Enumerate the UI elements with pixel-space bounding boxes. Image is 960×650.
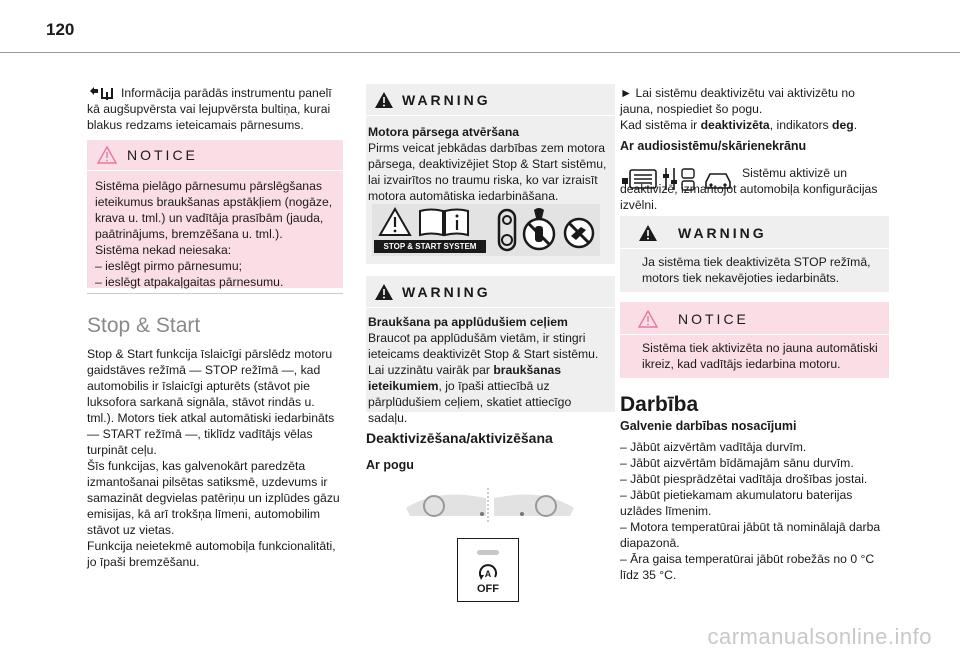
no-hand-icon [522,206,556,254]
warning-body: Pirms veicat jebkādas darbības zem motora pārsega, deaktivizējiet Stop & Start sistēmu, lai izvairītos no traumu riska, ko var izraisīt motora automātiska iedarbināšana. [368,141,607,203]
stop-start-body: Stop & Start funkcija īslaicīgi pārslēdz motoru gaidstāves režīmā — STOP režīmā —, kad automobilis ir īslaicīgi apturēts (stāvot pie luksofora sarkanā signāla, stāvot rindās u. tml.). Motors tiek atkal automātiski iedarbināts — START režīmā —, tiklīdz vadītājs vēlas turpināt ceļu. Šīs funkcijas, kas galvenokārt paredzēta izmantošanai pilsētas satiksmē, uzdevums ir samazināt degvielas patēriņu un izplūdes gāzu emisijas, kā arī trokšņa līmeni, automobilim stāvot uz vietas. Funkcija neietekmē automobiļa funkcionalitāti, jo īpaši bremzēšanu. [87,347,340,569]
stop-start-heading: Stop & Start [87,314,201,337]
warning-body: Ja sistēma tiek deaktivizēta STOP režīmā, motors tiek nekavējoties iedarbināts. [642,255,871,285]
caution-triangle-icon [97,146,117,169]
warning-heading: Braukšana pa applūdušiem ceļiem [368,315,568,329]
warning-triangle-icon [374,283,394,306]
step-instruction: ► Lai sistēmu deaktivizētu vai aktivizētu no jauna, nospiediet šo pogu. Kad sistēma ir deaktivizēta, indikators deg. [620,86,858,132]
intro-paragraph: Informācija parādās instrumentu panelī kā augšupvērsta vai lejupvērsta bultiņa, kurai blakus redzams ieteicamais pārnesums. [87,86,332,132]
warning-title: WARNING [678,225,767,241]
warning-title: WARNING [402,284,491,300]
footer [0,624,960,649]
caution-triangle-icon [638,310,658,333]
warning-heading: Motora pārsega atvēršana [368,125,520,139]
audio-heading: Ar audiosistēmu/skārienekrānu [620,139,807,153]
by-button-subheading: Ar pogu [366,458,414,472]
warning-sign-icon [378,207,412,237]
notice-body: Sistēma tiek aktivizēta no jauna automātiski ikreiz, kad vadītājs iedarbina motoru. [642,341,878,371]
warning-body: Braucot pa applūdušām vietām, ir stingri ieteicams deaktivizēt Stop & Start sistēmu. Lai uzzinātu vairāk par braukšanas ieteikumiem, jo īpaši attiecībā uz pārplūdušiem ceļiem, skatiet attiecīgo sadaļu. [368,331,599,425]
operation-heading: Darbība [620,393,699,416]
warning-divider [366,115,615,116]
page-number: 120 [46,20,75,39]
belt-icon [496,208,518,252]
header-divider [0,52,960,53]
conditions-subheading: Galvenie darbības nosacījumi [620,419,797,433]
warning-triangle-icon [374,91,394,114]
warning-box-stop-mode [620,216,889,292]
notice-body: Sistēma pielāgo pārnesumu pārslēgšanas ieteikumus braukšanas apstākļiem (nogāze, krava u. tml.) un vadītāja prasībām (jauda, paātrinājums, bremzēšana u. tml.). Sistēma nekad neiesaka: – ieslēgt pirmo pārnesumu; – ieslēgt atpakaļgaitas pārnesumu. [95,179,333,289]
warning-triangle-icon [638,224,658,247]
off-label: OFF [477,583,499,595]
stop-start-label-image [372,204,600,256]
notice-box [87,140,343,288]
warning-divider [620,248,889,249]
dashboard-location-image [404,486,576,526]
conditions-list: – Jābūt aizvērtām vadītāja durvīm. – Jābūt aizvērtām bīdāmajām sānu durvīm. – Jābūt piesprādzētai vadītāja drošības jostai. – Jābūt pietiekamam akumulatoru baterijas uzlādes līmenim. – Motora temperatūrai jābūt tā nominālajā darba diapazonā. – Āra gaisa temperatūrai jābūt robežās no 0 °C līdz 35 °C. [620,440,881,582]
section-separator [87,293,343,294]
notice-box-reactivation [620,302,889,378]
watermark: carmanualsonline.info [707,624,932,649]
manual-book-icon [418,207,470,237]
warning-title: WARNING [402,92,491,108]
notice-divider [620,334,889,335]
warning-box-bonnet [366,84,615,264]
notice-title: NOTICE [678,311,749,327]
warning-divider [366,307,615,308]
svg-text:A: A [484,569,492,579]
warning-box-flooded [366,276,615,425]
auto-stop-start-icon [477,563,499,583]
button-indicator-led [477,550,499,555]
no-tool-icon [562,216,596,250]
notice-divider [87,170,343,171]
deactivation-heading: Deaktivizēšana/aktivizēšana [366,430,553,446]
notice-title: NOTICE [127,147,198,163]
stop-start-system-tag: STOP & START SYSTEM [374,240,486,253]
stop-start-off-button[interactable] [457,538,519,602]
audio-body: Sistēmu aktivizē un deaktivizē, izmantojot automobiļa konfigurācijas izvēlni. [620,166,878,212]
